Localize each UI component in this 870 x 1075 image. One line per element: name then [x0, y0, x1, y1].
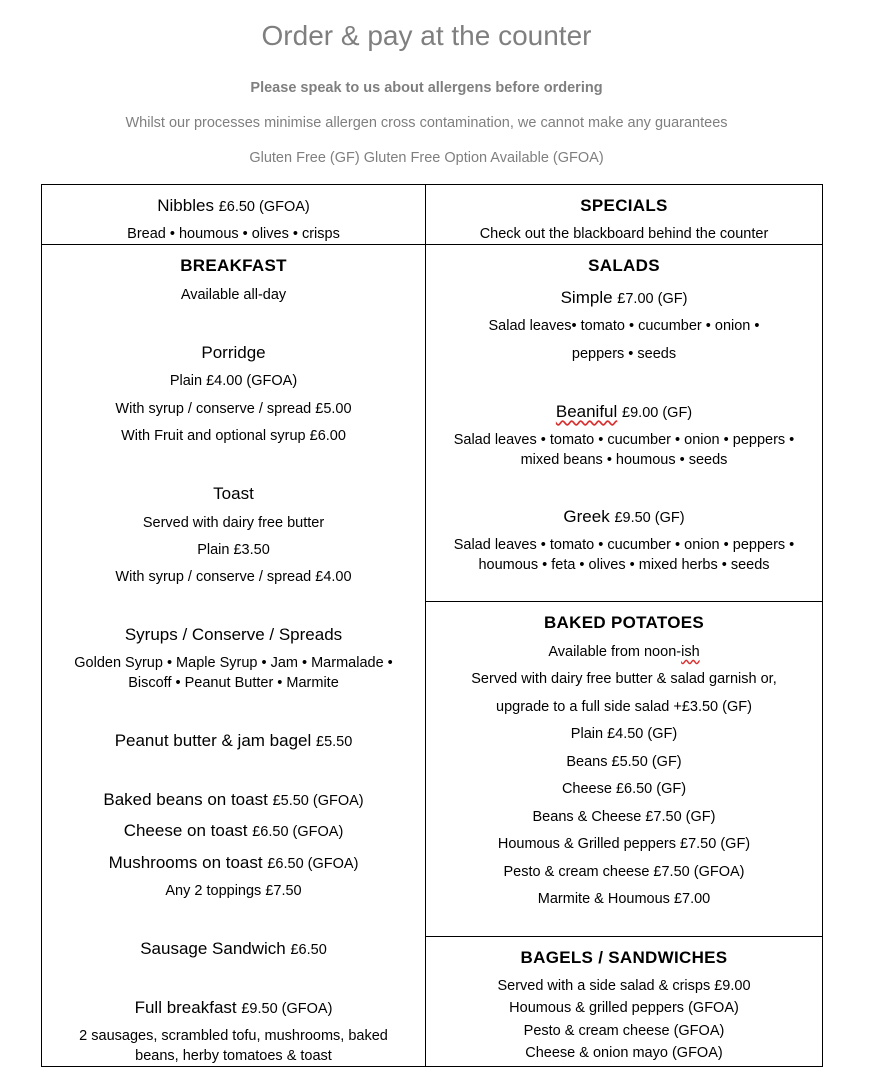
potato-houmous-peppers: Houmous & Grilled peppers £7.50 (GF) — [497, 836, 751, 852]
potatoes-served: Served with dairy free butter & salad garnish or, — [471, 671, 777, 687]
porridge-plain: Plain £4.00 (GFOA) — [169, 373, 298, 389]
bagels-section — [425, 936, 823, 1067]
nibbles-title — [42, 196, 425, 216]
bagels-heading: BAGELS / SANDWICHES — [520, 948, 728, 967]
breakfast-section — [41, 244, 426, 1067]
potato-beans: Beans £5.50 (GF) — [566, 754, 682, 770]
toast-plain: Plain £3.50 — [197, 542, 270, 558]
spreads-title: Syrups / Conserve / Spreads — [124, 625, 343, 644]
spreads-list-1: Golden Syrup • Maple Syrup • Jam • Marmalade • — [74, 655, 393, 671]
greek-salad-desc-1: Salad leaves • tomato • cucumber • onion • peppers • — [453, 537, 795, 553]
sausage-name: Sausage Sandwich — [140, 939, 286, 958]
potatoes-note-ish: ish — [681, 644, 700, 660]
nibbles-price: £6.50 (GFOA) — [218, 199, 310, 215]
simple-salad-price: £7.00 (GF) — [617, 291, 688, 307]
full-breakfast-desc-1: 2 sausages, scrambled tofu, mushrooms, baked — [79, 1028, 388, 1044]
porridge-fruit: With Fruit and optional syrup £6.00 — [121, 428, 346, 444]
spreads-list-2: Biscoff • Peanut Butter • Marmite — [128, 675, 339, 691]
full-breakfast-name: Full breakfast — [134, 998, 237, 1017]
bagel-item — [42, 731, 425, 751]
bagel-pesto: Pesto & cream cheese (GFOA) — [523, 1023, 725, 1039]
gluten-free-key: Gluten Free (GF) Gluten Free Option Available (GFOA) — [249, 150, 604, 166]
toast-syrup: With syrup / conserve / spread £4.00 — [115, 569, 352, 585]
bagel-cheese-onion: Cheese & onion mayo (GFOA) — [525, 1045, 723, 1061]
potatoes-note — [426, 644, 822, 660]
bagel-name: Peanut butter & jam bagel — [114, 731, 312, 750]
toast-title: Toast — [213, 484, 254, 503]
allergen-note: Please speak to us about allergens before ordering — [250, 80, 603, 96]
bagel-price: £5.50 — [316, 734, 353, 750]
cheese-toast-item — [42, 821, 425, 841]
salads-section — [425, 244, 823, 602]
specials-heading: SPECIALS — [580, 196, 668, 215]
greek-salad-name: Greek — [563, 507, 610, 526]
full-breakfast-desc-2: beans, herby tomatoes & toast — [135, 1048, 332, 1064]
potatoes-heading: BAKED POTATOES — [543, 613, 705, 632]
simple-salad-item — [426, 288, 822, 308]
nibbles-name: Nibbles — [157, 196, 214, 215]
nibbles-description: Bread • houmous • olives • crisps — [127, 226, 340, 242]
breakfast-heading: BREAKFAST — [180, 256, 287, 275]
beaniful-salad-price: £9.00 (GF) — [622, 405, 693, 421]
bagel-houmous: Houmous & grilled peppers (GFOA) — [509, 1000, 739, 1016]
breakfast-note: Available all-day — [180, 287, 287, 303]
beaniful-salad-name: Beaniful — [555, 402, 618, 421]
specials-description: Check out the blackboard behind the counter — [479, 226, 769, 242]
cheese-toast-price: £6.50 (GFOA) — [252, 824, 344, 840]
salads-heading: SALADS — [588, 256, 660, 275]
beaniful-salad-desc-2: mixed beans • houmous • seeds — [520, 452, 728, 468]
nibbles-section — [41, 184, 426, 245]
potatoes-note-text: Available from noon- — [548, 644, 682, 660]
potato-pesto: Pesto & cream cheese £7.50 (GFOA) — [503, 864, 745, 880]
cheese-toast-name: Cheese on toast — [123, 821, 248, 840]
page-title: Order & pay at the counter — [261, 20, 592, 51]
porridge-title: Porridge — [201, 343, 266, 362]
specials-section — [425, 184, 823, 245]
simple-salad-name: Simple — [560, 288, 613, 307]
porridge-syrup: With syrup / conserve / spread £5.00 — [115, 401, 352, 417]
potato-beans-cheese: Beans & Cheese £7.50 (GF) — [532, 809, 716, 825]
beaniful-salad-desc-1: Salad leaves • tomato • cucumber • onion • peppers • — [453, 432, 795, 448]
toppings-note: Any 2 toppings £7.50 — [165, 883, 302, 899]
beans-price: £5.50 (GFOA) — [272, 793, 364, 809]
simple-salad-desc-1: Salad leaves• tomato • cucumber • onion • — [488, 318, 760, 334]
beaniful-salad-item — [426, 402, 822, 422]
potatoes-upgrade: upgrade to a full side salad +£3.50 (GF) — [496, 699, 752, 715]
baked-potatoes-section — [425, 601, 823, 937]
greek-salad-desc-2: houmous • feta • olives • mixed herbs • seeds — [478, 557, 770, 573]
full-breakfast-price: £9.50 (GFOA) — [241, 1001, 333, 1017]
bagels-served: Served with a side salad & crisps £9.00 — [497, 978, 751, 994]
beans-item — [42, 790, 425, 810]
mushrooms-name: Mushrooms on toast — [108, 853, 263, 872]
potato-marmite: Marmite & Houmous £7.00 — [537, 891, 711, 907]
greek-salad-price: £9.50 (GF) — [614, 510, 685, 526]
toast-note: Served with dairy free butter — [142, 515, 325, 531]
potato-cheese: Cheese £6.50 (GF) — [561, 781, 687, 797]
sausage-item — [42, 939, 425, 959]
sausage-price: £6.50 — [290, 942, 327, 958]
potato-plain: Plain £4.50 (GF) — [570, 726, 678, 742]
full-breakfast-item — [42, 998, 425, 1018]
greek-salad-item — [426, 507, 822, 527]
simple-salad-desc-2: peppers • seeds — [571, 346, 677, 362]
mushrooms-item — [42, 853, 425, 873]
beans-name: Baked beans on toast — [103, 790, 268, 809]
allergen-disclaimer: Whilst our processes minimise allergen cross contamination, we cannot make any guarantees — [125, 115, 728, 131]
mushrooms-price: £6.50 (GFOA) — [267, 856, 359, 872]
